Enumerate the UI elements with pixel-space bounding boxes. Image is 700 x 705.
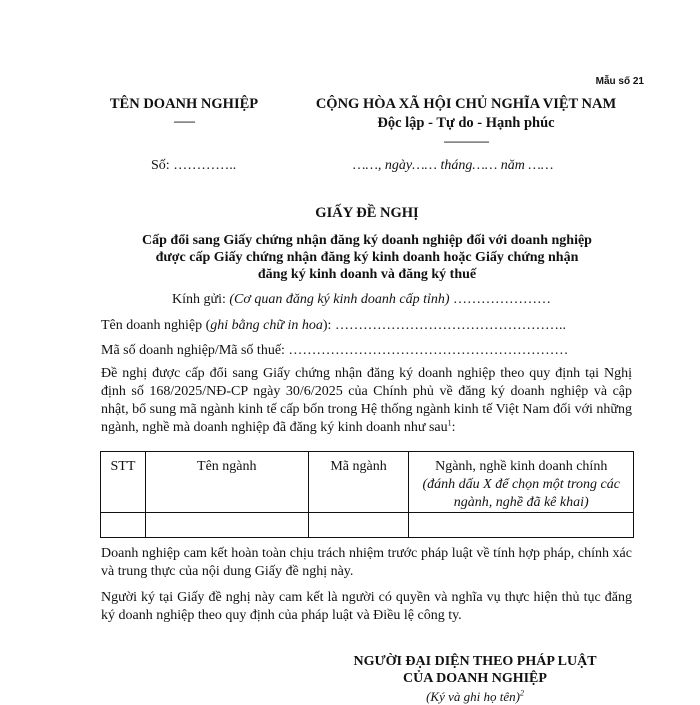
col-main-title: Ngành, nghề kinh doanh chính bbox=[435, 459, 608, 474]
recipient-dots: ………………… bbox=[453, 292, 552, 307]
col-stt: STT bbox=[101, 452, 146, 513]
cell-main-industry[interactable] bbox=[409, 513, 634, 538]
tax-code-field[interactable]: Mã số doanh nghiệp/Mã số thuế: …………………………………………………… bbox=[101, 343, 569, 358]
recipient-line bbox=[172, 291, 551, 309]
request-paragraph: Đề nghị được cấp đổi sang Giấy chứng nhận đăng ký doanh nghiệp theo quy định tại Nghị định số 168/2025/NĐ-CP ngày 30/6/2025 của Chính phủ về đăng ký doanh nghiệp và cập nhật, bổ sung mã ngành kinh tế cấp bốn trong Hệ thống ngành kinh tế Việt Nam đối với những ngành, nghề mà doanh nghiệp đã đăng ký kinh doanh như sau$^1$: bbox=[101, 366, 632, 435]
doc-subtitle-line: Cấp đổi sang Giấy chứng nhận đăng ký doanh nghiệp đối với doanh nghiệp bbox=[142, 233, 592, 248]
doc-title: GIẤY ĐỀ NGHỊ bbox=[315, 205, 419, 221]
doc-subtitle-line: đăng ký kinh doanh và đăng ký thuế bbox=[257, 267, 477, 282]
rep-sign-note bbox=[320, 689, 630, 705]
enterprise-name-underline: ------- bbox=[173, 114, 195, 128]
rep-title-line2: CỦA DOANH NGHIỆP bbox=[403, 671, 547, 686]
date-line: ……, ngày…… tháng…… năm …… bbox=[353, 158, 554, 173]
enterprise-name-field[interactable] bbox=[101, 317, 566, 335]
table-row bbox=[101, 513, 634, 538]
rep-sign-text: (Ký và ghi họ tên) bbox=[426, 689, 520, 704]
doc-subtitle-line: được cấp Giấy chứng nhận đăng ký kinh doanh hoặc Giấy chứng nhận bbox=[155, 250, 579, 265]
footnote-marker: 1 bbox=[447, 418, 452, 428]
table-header-row bbox=[101, 452, 634, 513]
republic-header: CỘNG HÒA XÃ HỘI CHỦ NGHĨA VIỆT NAM bbox=[315, 96, 617, 112]
enterprise-name-hint: ghi bằng chữ in hoa bbox=[210, 318, 323, 333]
signer-paragraph: Người ký tại Giấy đề nghị này cam kết là người có quyền và nghĩa vụ thực hiện thủ tục đăng ký doanh nghiệp theo quy định của pháp luật và Điều lệ công ty. bbox=[101, 590, 632, 623]
recipient-value: (Cơ quan đăng ký kinh doanh cấp tỉnh) bbox=[229, 292, 450, 307]
cell-stt[interactable] bbox=[101, 513, 146, 538]
col-industry-name: Tên ngành bbox=[145, 452, 308, 513]
industry-table bbox=[100, 451, 634, 538]
rep-title-line1: NGƯỜI ĐẠI DIỆN THEO PHÁP LUẬT bbox=[353, 654, 597, 669]
rep-footnote-marker: 2 bbox=[519, 688, 524, 698]
cell-industry-code[interactable] bbox=[308, 513, 409, 538]
col-industry-code: Mã ngành bbox=[308, 452, 409, 513]
number-label: Số: bbox=[151, 158, 170, 173]
col-main-industry bbox=[409, 452, 634, 513]
request-text: Đề nghị được cấp đổi sang Giấy chứng nhận đăng ký doanh nghiệp theo quy định tại Nghị định số 168/2025/NĐ-CP ngày 30/6/2025 của Chính phủ về đăng ký doanh nghiệp và cập nhật, bổ sung mã ngành kinh tế cấp bốn trong Hệ thống ngành kinh tế Việt Nam đối với những ngành, nghề mà doanh nghiệp đã đăng ký kinh doanh như sau bbox=[101, 366, 632, 435]
motto-underline: --------------- bbox=[443, 134, 489, 148]
motto: Độc lập - Tự do - Hạnh phúc bbox=[377, 115, 555, 131]
col-main-note: (đánh dấu X để chọn một trong các ngành, nghề đã kê khai) bbox=[422, 477, 620, 510]
enterprise-name-label: Tên doanh nghiệp ( bbox=[101, 318, 211, 333]
cell-industry-name[interactable] bbox=[145, 513, 308, 538]
enterprise-name-header: TÊN DOANH NGHIỆP bbox=[109, 96, 259, 112]
number-dots: ………….. bbox=[173, 158, 237, 173]
doc-subtitle bbox=[100, 232, 634, 283]
commitment-paragraph: Doanh nghiệp cam kết hoàn toàn chịu trách nhiệm trước pháp luật về tính hợp pháp, chính xác và trung thực của nội dung Giấy đề nghị này. bbox=[101, 546, 632, 579]
document-number bbox=[151, 157, 236, 175]
recipient-label: Kính gửi: bbox=[172, 292, 226, 307]
form-code: Mẫu số 21 bbox=[595, 76, 644, 87]
enterprise-name-dots: ): ………………………………………….. bbox=[322, 318, 566, 333]
